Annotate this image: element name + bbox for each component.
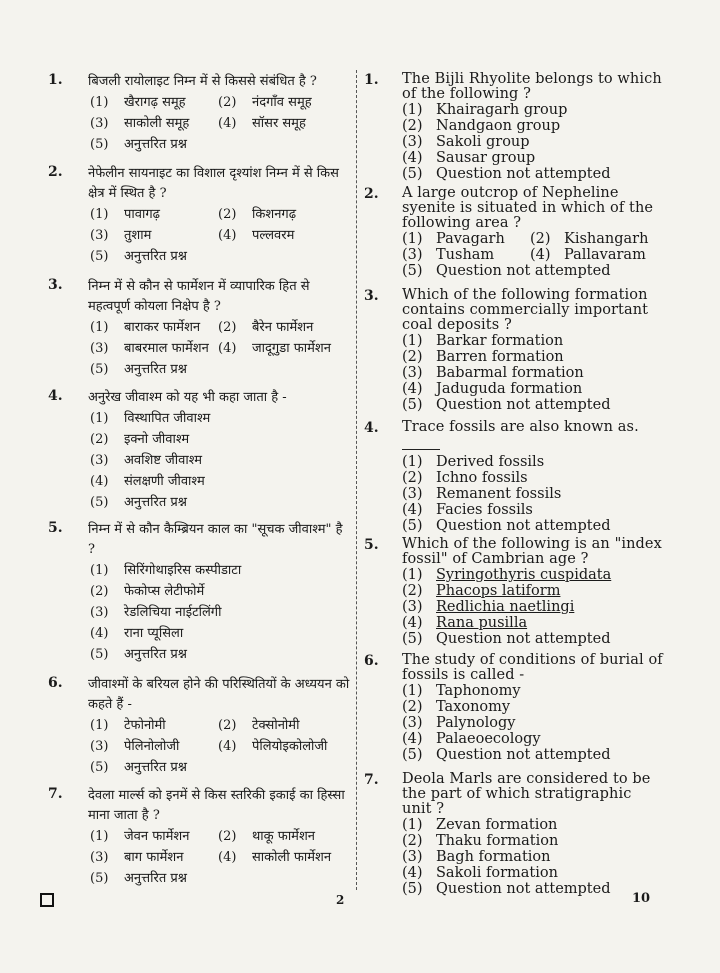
option-text: Derived fossils <box>436 454 545 470</box>
option-text: साकोली फार्मेशन <box>252 850 332 865</box>
option-5 <box>90 757 350 778</box>
option-5 <box>90 644 350 665</box>
options <box>90 560 350 665</box>
option-3 <box>90 736 218 757</box>
option-number: (1) <box>402 333 423 349</box>
option-number: (5) <box>402 881 423 897</box>
option-2 <box>402 470 664 486</box>
option-3 <box>402 715 664 731</box>
question-text: The study of conditions of burial of fossils is called - <box>402 652 663 683</box>
options <box>90 826 350 889</box>
question-number: 5. <box>48 520 63 536</box>
option-2 <box>402 833 664 849</box>
options <box>90 317 350 380</box>
option-text: Question not attempted <box>436 881 611 897</box>
option-4 <box>218 338 331 359</box>
option-number: (2) <box>402 699 423 715</box>
question-number: 4. <box>364 420 379 436</box>
option-1 <box>402 231 530 247</box>
option-number: (2) <box>402 470 423 486</box>
option-text: अनुत्तरित प्रश्न <box>124 871 187 886</box>
hindi-question-7 <box>40 786 350 889</box>
option-text: फेकोप्स लेटीफोर्मे <box>124 584 205 599</box>
question-number: 2. <box>48 164 63 180</box>
option-5 <box>402 881 664 897</box>
option-number: (2) <box>402 583 423 599</box>
option-number: (3) <box>90 739 109 754</box>
option-number: (5) <box>402 747 423 763</box>
option-text: Question not attempted <box>436 166 611 182</box>
option-5 <box>402 397 664 413</box>
option-number: (3) <box>402 715 423 731</box>
question-text: A large outcrop of Nepheline syenite is situated in which of the following area ? <box>402 185 654 231</box>
question-number: 2. <box>364 186 379 202</box>
option-text: खैरागढ़ समूह <box>124 95 186 110</box>
option-5 <box>402 747 664 763</box>
question-text: निम्न में से कौन से फार्मेशन में व्यापारिक हित से महत्वपूर्ण कोयला निक्षेप है ? <box>88 279 310 314</box>
option-number: (2) <box>218 320 237 335</box>
option-number: (1) <box>90 320 109 335</box>
option-number: (2) <box>218 718 237 733</box>
question-text: Which of the following formation contains commercially important coal deposits ? <box>402 287 649 333</box>
question-number: 5. <box>364 537 379 553</box>
option-2 <box>402 118 664 134</box>
option-number: (2) <box>218 95 237 110</box>
option-number: (2) <box>402 833 423 849</box>
option-text: पावागढ़ <box>124 207 160 222</box>
option-2 <box>218 826 315 847</box>
option-1 <box>402 567 664 583</box>
option-number: (3) <box>402 849 423 865</box>
option-text: संलक्षणी जीवाश्म <box>124 474 205 489</box>
option-number: (4) <box>402 381 423 397</box>
option-text: पल्लवरम <box>252 228 295 243</box>
option-number: (4) <box>218 739 237 754</box>
option-text: जादूगुडा फार्मेशन <box>252 341 331 356</box>
option-text: बाबरमाल फार्मेशन <box>124 341 209 356</box>
question-text: नेफेलीन सायनाइट का विशाल दृश्यांश निम्न में से किस क्षेत्र में स्थित है ? <box>88 166 339 201</box>
option-number: (1) <box>402 102 423 118</box>
option-text: अनुत्तरित प्रश्न <box>124 137 187 152</box>
option-text: अनुत्तरित प्रश्न <box>124 495 187 510</box>
option-number: (4) <box>402 615 423 631</box>
options <box>402 817 664 897</box>
option-1 <box>90 826 218 847</box>
hindi-question-3 <box>40 277 350 380</box>
option-text: Sakoli formation <box>436 865 558 881</box>
english-question-2 <box>364 186 664 279</box>
option-text: Palynology <box>436 715 516 731</box>
option-4 <box>218 225 294 246</box>
option-3 <box>90 847 218 868</box>
option-4 <box>218 847 331 868</box>
question-text: निम्न में से कौन कैम्ब्रियन काल का "सूचक जीवाश्म" है ? <box>88 522 343 557</box>
option-1 <box>402 102 664 118</box>
option-number: (4) <box>530 247 551 263</box>
option-text: Phacops latiform <box>436 583 561 599</box>
option-text: विस्थापित जीवाश्म <box>124 411 211 426</box>
option-text: Jaduguda formation <box>436 381 583 397</box>
option-text: Taphonomy <box>436 683 521 699</box>
question-text: Which of the following is an "index fossil" of Cambrian age ? <box>402 536 662 567</box>
option-number: (3) <box>90 341 109 356</box>
option-number: (3) <box>402 599 423 615</box>
option-number: (3) <box>90 605 109 620</box>
option-text: Khairagarh group <box>436 102 568 118</box>
question-text: Trace fossils are also known as. <box>402 419 639 435</box>
options <box>90 715 350 778</box>
option-1 <box>402 333 664 349</box>
option-2 <box>218 92 312 113</box>
option-text: Redlichia naetlingi <box>436 599 575 615</box>
option-text: राना प्यूसिला <box>124 626 184 641</box>
option-number: (1) <box>90 207 109 222</box>
question-text: Deola Marls are considered to be the part of which stratigraphic unit ? <box>402 771 651 817</box>
option-text: पेलिनोलोजी <box>124 739 180 754</box>
english-question-6 <box>364 653 664 763</box>
option-text: रेडलिचिया नाईटलिंगी <box>124 605 222 620</box>
option-4 <box>402 381 664 397</box>
english-question-1 <box>364 72 664 182</box>
hindi-question-5 <box>40 520 350 665</box>
option-2 <box>218 204 296 225</box>
option-5 <box>402 263 664 279</box>
option-text: Facies fossils <box>436 502 533 518</box>
option-text: Question not attempted <box>436 263 611 279</box>
option-text: Taxonomy <box>436 699 511 715</box>
option-4 <box>402 150 664 166</box>
option-3 <box>90 338 218 359</box>
options <box>402 567 664 647</box>
hindi-question-6 <box>40 675 350 778</box>
option-text: Nandgaon group <box>436 118 561 134</box>
option-1 <box>90 715 218 736</box>
option-text: नंदगाँव समूह <box>252 95 312 110</box>
option-number: (3) <box>90 850 109 865</box>
hindi-question-4 <box>40 388 350 513</box>
option-number: (3) <box>90 116 109 131</box>
english-question-3 <box>364 288 664 413</box>
option-4 <box>90 471 350 492</box>
option-3 <box>90 450 350 471</box>
option-number: (3) <box>402 365 423 381</box>
option-text: Syringothyris cuspidata <box>436 567 612 583</box>
option-number: (1) <box>90 829 109 844</box>
option-4 <box>402 731 664 747</box>
option-text: Barren formation <box>436 349 564 365</box>
option-text: टेक्सोनोमी <box>252 718 300 733</box>
option-text: सॉसर समूह <box>252 116 306 131</box>
option-text: अवशिष्ट जीवाश्म <box>124 453 202 468</box>
option-number: (5) <box>90 137 109 152</box>
option-2 <box>218 715 299 736</box>
option-4 <box>218 113 306 134</box>
option-text: सिरिंगोथाइरिस कस्पीडाटा <box>124 563 242 578</box>
option-5 <box>90 134 350 155</box>
option-4 <box>90 623 350 644</box>
option-number: (1) <box>90 563 109 578</box>
option-1 <box>90 204 218 225</box>
option-number: (4) <box>402 502 423 518</box>
question-number: 1. <box>364 72 379 88</box>
option-text: Question not attempted <box>436 397 611 413</box>
option-number: (4) <box>90 474 109 489</box>
option-number: (1) <box>90 411 109 426</box>
option-number: (1) <box>402 454 423 470</box>
options <box>90 408 350 513</box>
question-text: अनुरेख जीवाश्म को यह भी कहा जाता है - <box>88 390 287 405</box>
option-5 <box>402 631 664 647</box>
option-text: बाग फार्मेशन <box>124 850 184 865</box>
option-3 <box>402 365 664 381</box>
option-2 <box>90 429 350 450</box>
question-text: बिजली रायोलाइट निम्न में से किससे संबंधित है ? <box>88 74 317 89</box>
option-text: अनुत्तरित प्रश्न <box>124 362 187 377</box>
option-number: (2) <box>218 207 237 222</box>
option-text: तुशाम <box>124 228 152 243</box>
corner-square-icon <box>40 893 54 907</box>
option-text: Barkar formation <box>436 333 564 349</box>
option-2 <box>402 699 664 715</box>
option-3 <box>402 486 664 502</box>
option-text: Palaeoecology <box>436 731 541 747</box>
option-1 <box>402 683 664 699</box>
option-5 <box>90 246 350 267</box>
option-4 <box>402 502 664 518</box>
option-3 <box>402 134 664 150</box>
option-number: (5) <box>402 166 423 182</box>
option-1 <box>90 317 218 338</box>
hindi-question-2 <box>40 164 350 267</box>
option-number: (2) <box>90 432 109 447</box>
column-divider <box>356 70 357 890</box>
question-number: 6. <box>364 653 379 669</box>
option-number: (3) <box>402 134 423 150</box>
option-text: Tusham <box>436 247 495 263</box>
options <box>402 231 664 279</box>
option-text: इक्नो जीवाश्म <box>124 432 190 447</box>
option-number: (5) <box>402 631 423 647</box>
answer-blank <box>402 437 440 450</box>
question-number: 3. <box>364 288 379 304</box>
option-text: Zevan formation <box>436 817 558 833</box>
option-number: (4) <box>218 116 237 131</box>
option-text: Bagh formation <box>436 849 551 865</box>
option-text: अनुत्तरित प्रश्न <box>124 249 187 264</box>
option-text: Ichno fossils <box>436 470 528 486</box>
option-number: (1) <box>402 231 423 247</box>
option-text: अनुत्तरित प्रश्न <box>124 760 187 775</box>
option-number: (3) <box>402 247 423 263</box>
option-number: (4) <box>402 150 423 166</box>
option-number: (1) <box>402 567 423 583</box>
option-2 <box>402 349 664 365</box>
option-text: Question not attempted <box>436 747 611 763</box>
option-text: साकोली समूह <box>124 116 190 131</box>
option-text: Remanent fossils <box>436 486 562 502</box>
option-number: (5) <box>402 518 423 534</box>
option-number: (3) <box>402 486 423 502</box>
option-number: (5) <box>90 760 109 775</box>
option-4 <box>402 865 664 881</box>
option-number: (5) <box>90 495 109 510</box>
option-2 <box>90 581 350 602</box>
option-number: (4) <box>402 731 423 747</box>
option-1 <box>90 560 350 581</box>
option-number: (2) <box>218 829 237 844</box>
option-1 <box>402 817 664 833</box>
option-number: (5) <box>402 263 423 279</box>
option-text: किशनगढ़ <box>252 207 297 222</box>
option-5 <box>402 166 664 182</box>
option-number: (1) <box>402 683 423 699</box>
option-text: Sausar group <box>436 150 536 166</box>
option-text: बाराकर फार्मेशन <box>124 320 201 335</box>
options <box>90 204 350 267</box>
option-text: Question not attempted <box>436 631 611 647</box>
page-number-right: 10 <box>632 891 651 906</box>
option-number: (4) <box>90 626 109 641</box>
option-number: (1) <box>402 817 423 833</box>
option-number: (5) <box>402 397 423 413</box>
option-number: (2) <box>90 584 109 599</box>
option-text: Rana pusilla <box>436 615 528 631</box>
option-number: (5) <box>90 362 109 377</box>
option-text: पेलियोइकोलोजी <box>252 739 328 754</box>
english-question-4 <box>364 420 664 534</box>
option-text: Question not attempted <box>436 518 611 534</box>
question-text: The Bijli Rhyolite belongs to which of the following ? <box>402 71 662 102</box>
option-number: (2) <box>402 118 423 134</box>
option-5 <box>402 518 664 534</box>
option-text: थाकू फार्मेशन <box>252 829 316 844</box>
option-number: (4) <box>402 865 423 881</box>
option-text: जेवन फार्मेशन <box>124 829 190 844</box>
options <box>90 92 350 155</box>
option-text: बैरेन फार्मेशन <box>252 320 314 335</box>
option-3 <box>402 849 664 865</box>
option-number: (1) <box>90 718 109 733</box>
option-2 <box>530 231 648 247</box>
options <box>402 102 664 182</box>
option-number: (5) <box>90 249 109 264</box>
option-5 <box>90 359 350 380</box>
question-number: 1. <box>48 72 63 88</box>
option-text: Pallavaram <box>564 247 646 263</box>
option-number: (5) <box>90 647 109 662</box>
option-text: Sakoli group <box>436 134 530 150</box>
question-text: देवला मार्ल्स को इनमें से किस स्तरिकी इकाई का हिस्सा माना जाता है ? <box>88 788 345 823</box>
option-text: Kishangarh <box>564 231 649 247</box>
option-5 <box>90 492 350 513</box>
option-4 <box>402 615 664 631</box>
option-4 <box>218 736 327 757</box>
option-1 <box>402 454 664 470</box>
option-text: Babarmal formation <box>436 365 584 381</box>
option-3 <box>90 225 218 246</box>
option-number: (1) <box>90 95 109 110</box>
option-number: (4) <box>218 228 237 243</box>
question-number: 3. <box>48 277 63 293</box>
option-text: Pavagarh <box>436 231 505 247</box>
option-number: (2) <box>530 231 551 247</box>
question-number: 6. <box>48 675 63 691</box>
option-text: टेफोनोमी <box>124 718 166 733</box>
option-2 <box>218 317 313 338</box>
option-1 <box>90 92 218 113</box>
option-5 <box>90 868 350 889</box>
options <box>402 683 664 763</box>
option-number: (4) <box>218 850 237 865</box>
option-number: (4) <box>218 341 237 356</box>
option-3 <box>402 599 664 615</box>
question-number: 7. <box>48 786 63 802</box>
options <box>402 333 664 413</box>
option-number: (3) <box>90 453 109 468</box>
option-3 <box>90 113 218 134</box>
question-number: 4. <box>48 388 63 404</box>
options <box>402 454 664 534</box>
option-number: (5) <box>90 871 109 886</box>
option-4 <box>530 247 646 263</box>
question-text: जीवाश्मों के बरियल होने की परिस्थितियों के अध्ययन को कहते हैं - <box>88 677 350 712</box>
option-3 <box>402 247 530 263</box>
option-text: Thaku formation <box>436 833 559 849</box>
option-number: (3) <box>90 228 109 243</box>
question-number: 7. <box>364 772 379 788</box>
option-number: (2) <box>402 349 423 365</box>
page-number-left: 2 <box>336 893 345 907</box>
option-text: अनुत्तरित प्रश्न <box>124 647 187 662</box>
option-3 <box>90 602 350 623</box>
english-question-5 <box>364 537 664 647</box>
hindi-question-1 <box>40 72 350 155</box>
english-question-7 <box>364 772 664 897</box>
option-1 <box>90 408 350 429</box>
option-2 <box>402 583 664 599</box>
